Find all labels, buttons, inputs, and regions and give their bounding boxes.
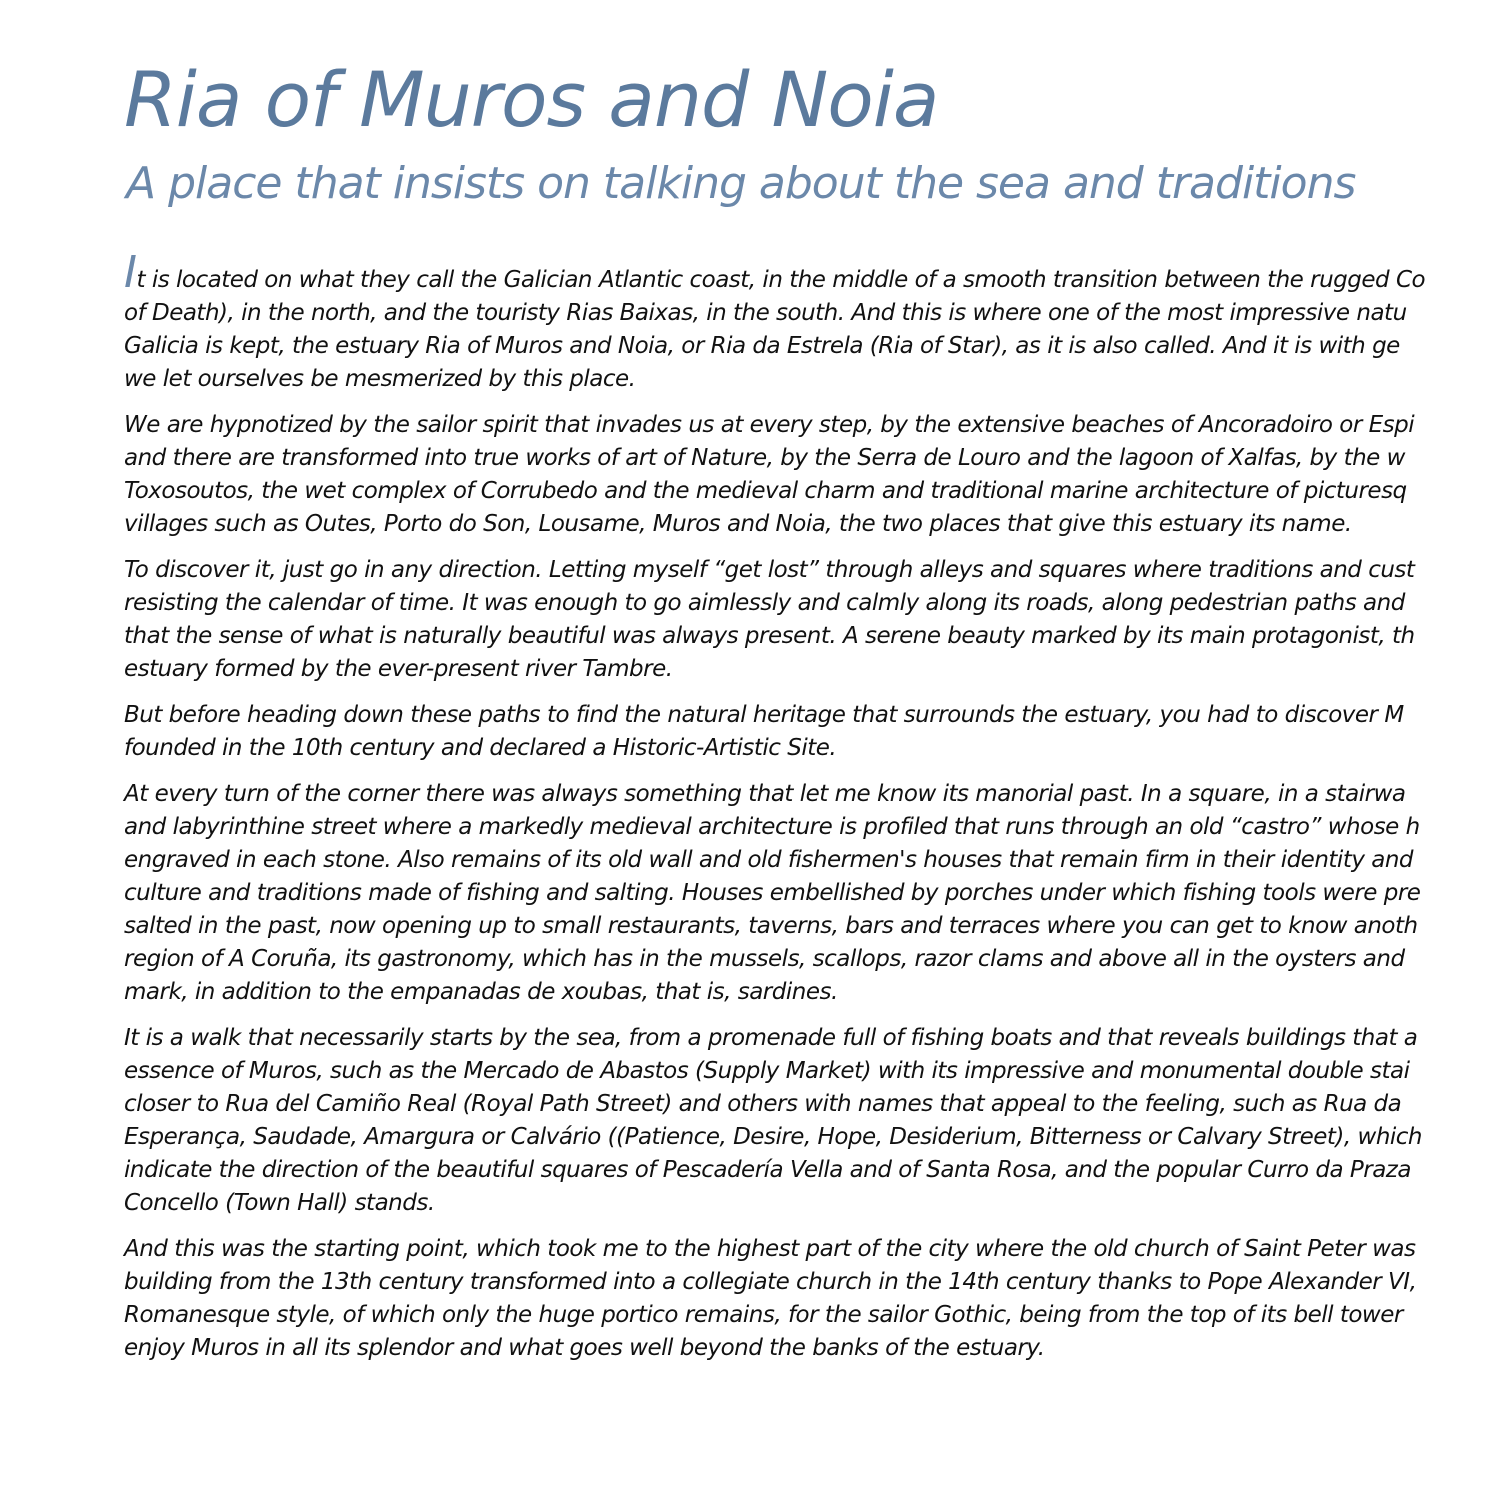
paragraph-line-text: t is located on what they call the Galician Atlantic coast, in the middle of a smooth transition between the rugged Co bbox=[136, 267, 1426, 293]
paragraph-line: Toxosoutos, the wet complex of Corrubedo and the medieval charm and traditional marine architecture of picturesq bbox=[124, 478, 1407, 504]
paragraph-line: Galicia is kept, the estuary Ria of Muros and Noia, or Ria da Estrela (Ria of Star), as it is also called. And it is with ge bbox=[124, 333, 1400, 359]
paragraph-line: engraved in each stone. Also remains of its old wall and old fishermen's houses that remain firm in their identity and bbox=[124, 847, 1414, 873]
paragraph-line: mark, in addition to the empanadas de xoubas, that is, sardines. bbox=[124, 979, 838, 1005]
paragraph-line: But before heading down these paths to find the natural heritage that surrounds the estuary, you had to discover M bbox=[124, 702, 1404, 728]
paragraph-line: indicate the direction of the beautiful squares of Pescadería Vella and of Santa Rosa, and the popular Curro da Praza bbox=[124, 1157, 1411, 1183]
paragraph-line: that the sense of what is naturally beautiful was always present. A serene beauty marked by its main protagonist, th bbox=[124, 623, 1415, 649]
article-paragraph bbox=[124, 778, 1500, 1009]
paragraph-line: building from the 13th century transformed into a collegiate church in the 14th century thanks to Pope Alexander VI, bbox=[124, 1269, 1417, 1295]
paragraph-line: founded in the 10th century and declared a Historic-Artistic Site. bbox=[124, 735, 837, 761]
paragraph-line: and labyrinthine street where a markedly medieval architecture is profiled that runs through an old “castro” whose h bbox=[124, 814, 1420, 840]
paragraph-line: salted in the past, now opening up to small restaurants, taverns, bars and terraces where you can get to know anoth bbox=[124, 913, 1418, 939]
paragraph-line: essence of Muros, such as the Mercado de Abastos (Supply Market) with its impressive and monumental double stai bbox=[124, 1058, 1410, 1084]
article-paragraph bbox=[124, 409, 1500, 541]
paragraph-line: And this was the starting point, which took me to the highest part of the city where the old church of Saint Peter was bbox=[124, 1236, 1416, 1262]
paragraph-line: culture and traditions made of fishing and salting. Houses embellished by porches under which fishing tools were pre bbox=[124, 880, 1421, 906]
article-paragraph bbox=[124, 554, 1500, 686]
paragraph-line: we let ourselves be mesmerized by this place. bbox=[124, 366, 636, 392]
paragraph-line: It is a walk that necessarily starts by the sea, from a promenade full of fishing boats and that reveals buildings that a bbox=[124, 1025, 1418, 1051]
paragraph-line: of Death), in the north, and the touristy Rias Baixas, in the south. And this is where one of the most impressive natu bbox=[124, 300, 1407, 326]
article-paragraph bbox=[124, 247, 1500, 396]
paragraph-line: resisting the calendar of time. It was enough to go aimlessly and calmly along its roads, along pedestrian paths and bbox=[124, 590, 1405, 616]
article-paragraph bbox=[124, 1233, 1500, 1365]
article-body bbox=[124, 247, 1500, 1378]
paragraph-line: region of A Coruña, its gastronomy, which has in the mussels, scallops, razor clams and above all in the oysters and bbox=[124, 946, 1405, 972]
paragraph-line: and there are transformed into true works of art of Nature, by the Serra de Louro and the lagoon of Xalfas, by the w bbox=[124, 445, 1405, 471]
drop-cap: I bbox=[124, 247, 137, 298]
paragraph-line: closer to Rua del Camiño Real (Royal Path Street) and others with names that appeal to the feeling, such as Rua da bbox=[124, 1091, 1402, 1117]
paragraph-line bbox=[124, 247, 1500, 298]
paragraph-line: To discover it, just go in any direction. Letting myself “get lost” through alleys and squares where traditions and cust bbox=[124, 557, 1415, 583]
paragraph-line: villages such as Outes, Porto do Son, Lousame, Muros and Noia, the two places that give this estuary its name. bbox=[124, 511, 1352, 537]
page-subtitle: A place that insists on talking about the sea and traditions bbox=[126, 158, 1356, 209]
paragraph-line: Romanesque style, of which only the huge portico remains, for the sailor Gothic, being from the top of its bell tower bbox=[124, 1302, 1403, 1328]
article-paragraph bbox=[124, 1022, 1500, 1220]
paragraph-line: estuary formed by the ever-present river Tambre. bbox=[124, 656, 673, 682]
paragraph-line: We are hypnotized by the sailor spirit that invades us at every step, by the extensive beaches of Ancoradoiro or Espi bbox=[124, 412, 1415, 438]
paragraph-line: Concello (Town Hall) stands. bbox=[124, 1190, 435, 1216]
article-paragraph bbox=[124, 699, 1500, 765]
paragraph-line: At every turn of the corner there was always something that let me know its manorial past. In a square, in a stairwa bbox=[124, 781, 1406, 807]
paragraph-line: Esperança, Saudade, Amargura or Calvário ((Patience, Desire, Hope, Desiderium, Bitterness or Calvary Street), which bbox=[124, 1124, 1423, 1150]
page-title: Ria of Muros and Noia bbox=[124, 55, 939, 144]
paragraph-line: enjoy Muros in all its splendor and what goes well beyond the banks of the estuary. bbox=[124, 1335, 1045, 1361]
